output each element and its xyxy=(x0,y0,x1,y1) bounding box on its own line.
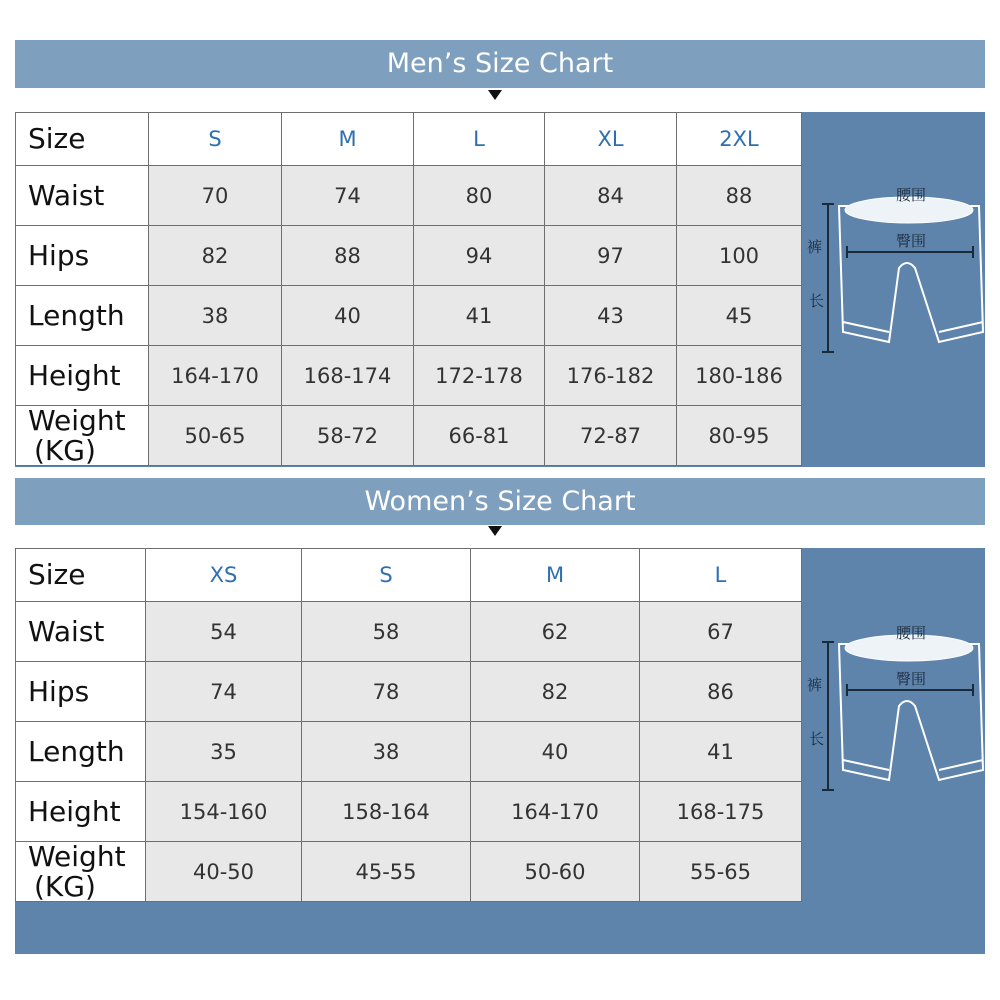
table-cell: 38 xyxy=(149,286,282,346)
table-cell: 66-81 xyxy=(414,406,545,466)
table-cell: 164-170 xyxy=(149,346,282,406)
table-row xyxy=(16,166,802,226)
size-column-header: Size xyxy=(16,113,149,166)
hips-label: 臀围 xyxy=(895,670,927,688)
table-row xyxy=(16,226,802,286)
table-cell: 180-186 xyxy=(677,346,802,406)
table-row xyxy=(16,722,802,782)
table-cell: 41 xyxy=(414,286,545,346)
length-label-top: 裤 xyxy=(807,238,823,256)
table-cell: 88 xyxy=(282,226,414,286)
table-cell: 40 xyxy=(471,722,640,782)
table-cell: 80-95 xyxy=(677,406,802,466)
table-cell: 86 xyxy=(640,662,802,722)
row-label: Waist xyxy=(16,602,146,662)
table-cell: 58-72 xyxy=(282,406,414,466)
shorts-outline xyxy=(839,206,983,342)
size-header-cell: XL xyxy=(545,113,677,166)
table-cell: 88 xyxy=(677,166,802,226)
table-row xyxy=(16,286,802,346)
table-cell: 164-170 xyxy=(471,782,640,842)
table-cell: 78 xyxy=(302,662,471,722)
table-cell: 54 xyxy=(146,602,302,662)
table-row xyxy=(16,842,802,902)
table-cell: 55-65 xyxy=(640,842,802,902)
table-cell: 84 xyxy=(545,166,677,226)
table-cell: 100 xyxy=(677,226,802,286)
table-row xyxy=(16,602,802,662)
left-hem xyxy=(843,322,889,332)
table-cell: 58 xyxy=(302,602,471,662)
women-arrow-icon xyxy=(488,526,502,536)
men-size-table xyxy=(15,112,802,466)
size-header-cell: L xyxy=(414,113,545,166)
table-cell: 50-65 xyxy=(149,406,282,466)
table-cell: 80 xyxy=(414,166,545,226)
table-row xyxy=(16,406,802,466)
men-table-body xyxy=(16,113,802,466)
footer-band xyxy=(15,906,985,954)
size-column-header: Size xyxy=(16,549,146,602)
women-shorts-diagram xyxy=(803,548,985,906)
right-hem xyxy=(939,760,983,770)
men-shorts-diagram xyxy=(803,112,985,467)
table-cell: 35 xyxy=(146,722,302,782)
table-cell: 82 xyxy=(149,226,282,286)
table-cell: 50-60 xyxy=(471,842,640,902)
table-row xyxy=(16,662,802,722)
row-label: Hips xyxy=(16,226,149,286)
row-label: Length xyxy=(16,722,146,782)
size-header-cell: XS xyxy=(146,549,302,602)
men-chart-title: Men’s Size Chart xyxy=(15,40,985,88)
right-hem xyxy=(939,322,983,332)
table-cell: 168-175 xyxy=(640,782,802,842)
table-cell: 154-160 xyxy=(146,782,302,842)
table-cell: 74 xyxy=(146,662,302,722)
men-arrow-icon xyxy=(488,90,502,100)
table-cell: 62 xyxy=(471,602,640,662)
table-header-row xyxy=(16,549,802,602)
women-chart-title: Women’s Size Chart xyxy=(15,478,985,525)
table-cell: 72-87 xyxy=(545,406,677,466)
table-cell: 40 xyxy=(282,286,414,346)
table-cell: 70 xyxy=(149,166,282,226)
table-cell: 82 xyxy=(471,662,640,722)
table-cell: 97 xyxy=(545,226,677,286)
row-label: Waist xyxy=(16,166,149,226)
length-label-bottom: 长 xyxy=(809,730,825,748)
size-header-cell: M xyxy=(471,549,640,602)
shorts-outline xyxy=(839,644,983,780)
table-cell: 67 xyxy=(640,602,802,662)
hips-label: 臀围 xyxy=(895,232,927,250)
left-hem xyxy=(843,760,889,770)
length-label-top: 裤 xyxy=(807,676,823,694)
row-label: Weight (KG) xyxy=(16,406,149,466)
waist-label: 腰围 xyxy=(895,186,927,204)
table-cell: 41 xyxy=(640,722,802,782)
table-cell: 74 xyxy=(282,166,414,226)
table-cell: 38 xyxy=(302,722,471,782)
size-header-cell: M xyxy=(282,113,414,166)
length-label-bottom: 长 xyxy=(809,292,825,310)
table-cell: 176-182 xyxy=(545,346,677,406)
size-header-cell: S xyxy=(302,549,471,602)
table-cell: 172-178 xyxy=(414,346,545,406)
row-label: Hips xyxy=(16,662,146,722)
women-chart-panel xyxy=(15,548,985,906)
size-header-cell: 2XL xyxy=(677,113,802,166)
table-cell: 43 xyxy=(545,286,677,346)
waist-label: 腰围 xyxy=(895,624,927,642)
table-header-row xyxy=(16,113,802,166)
table-row xyxy=(16,346,802,406)
table-cell: 40-50 xyxy=(146,842,302,902)
table-cell: 45 xyxy=(677,286,802,346)
table-cell: 158-164 xyxy=(302,782,471,842)
size-header-cell: L xyxy=(640,549,802,602)
row-label: Height xyxy=(16,346,149,406)
row-label: Weight (KG) xyxy=(16,842,146,902)
row-label: Height xyxy=(16,782,146,842)
size-header-cell: S xyxy=(149,113,282,166)
table-cell: 45-55 xyxy=(302,842,471,902)
men-chart-panel xyxy=(15,112,985,467)
row-label: Length xyxy=(16,286,149,346)
women-size-table xyxy=(15,548,802,902)
table-cell: 94 xyxy=(414,226,545,286)
women-table-body xyxy=(16,549,802,902)
table-cell: 168-174 xyxy=(282,346,414,406)
table-row xyxy=(16,782,802,842)
